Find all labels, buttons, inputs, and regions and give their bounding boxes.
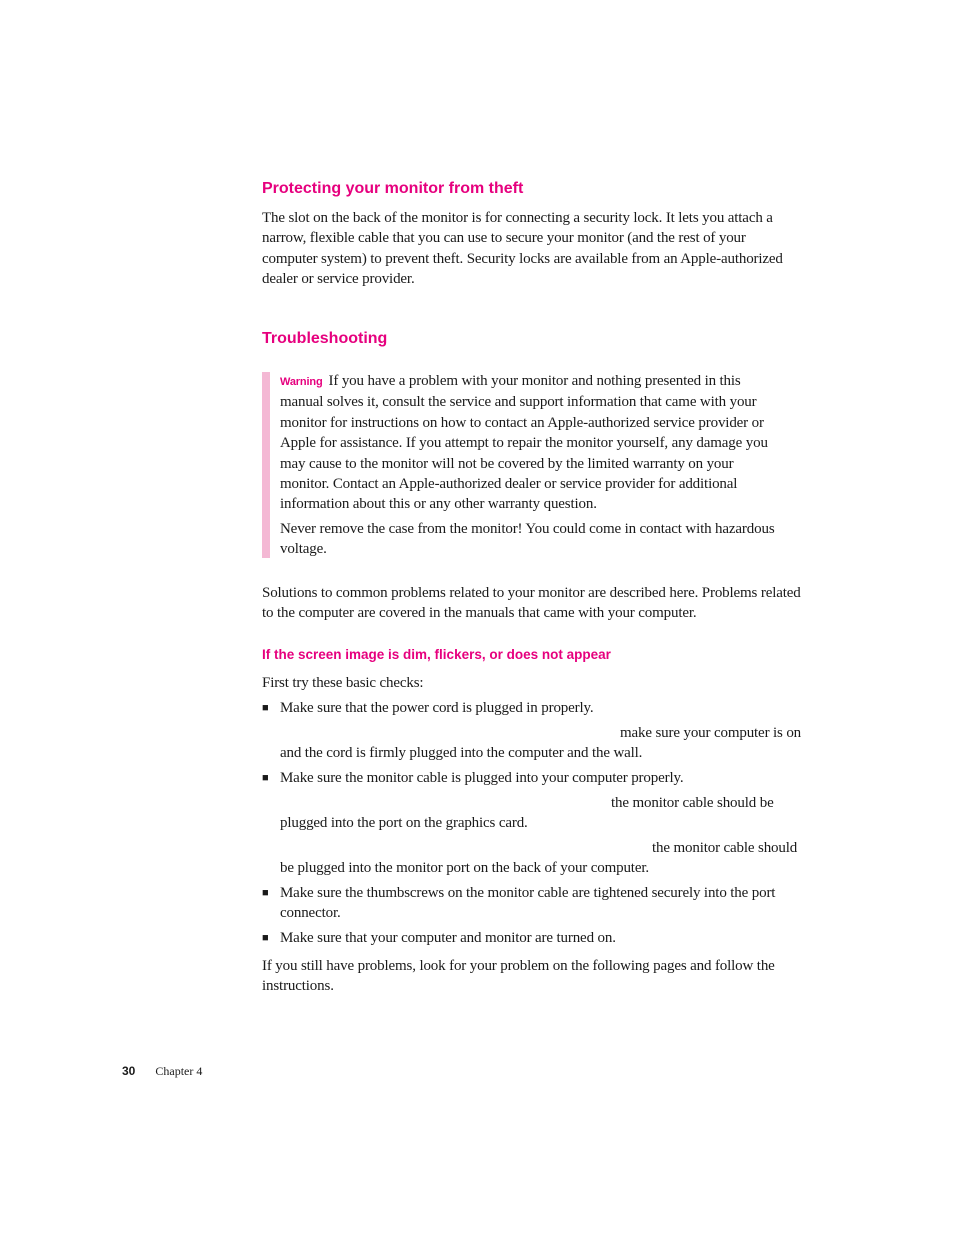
warning-text: If you have a problem with your monitor and nothing presented in this manual solves it, consult the service and support information that came with your monitor for instructions on how to contact an Apple-authorized service provider or Apple for assistance. If you attempt to repair the monitor yourself, any damage you may cause to the monitor will not be covered by the limited warranty on your monitor. Contact an Apple-authorized dealer or service provider for additional information about this or any other warranty question.: [280, 373, 768, 513]
troubleshooting-intro: Solutions to common problems related to your monitor are described here. Problems related to the computer are covered in the manuals that came with your computer.: [262, 585, 801, 622]
checks-lead: First try these basic checks:: [262, 675, 424, 691]
section-heading-screen-dim: If the screen image is dim, flickers, or does not appear: [262, 647, 611, 662]
list-item-sub: make sure your computer is on: [620, 725, 802, 741]
list-item-sub: be plugged into the monitor port on the back of your computer.: [280, 860, 649, 876]
warning-bar: [262, 372, 270, 558]
theft-paragraph: The slot on the back of the monitor is for connecting a security lock. It lets you attach a narrow, flexible cable that you can use to secure your monitor (and the rest of your computer system) to prevent theft. Security locks are available from an Apple-authorized dealer or service provider.: [262, 210, 783, 288]
list-item: connector.: [280, 905, 341, 921]
page-number: 30: [122, 1064, 136, 1078]
bullet-glyph: ■: [262, 772, 269, 784]
chapter-label: Chapter 4: [155, 1064, 203, 1078]
list-item: Make sure that the power cord is plugged in properly.: [280, 700, 594, 716]
list-item-sub: and the cord is firmly plugged into the computer and the wall.: [280, 745, 643, 761]
list-item-sub: the monitor cable should be: [611, 795, 774, 811]
closing-paragraph: If you still have problems, look for your problem on the following pages and follow the instructions.: [262, 958, 775, 995]
page-footer: [122, 1062, 202, 1080]
section-heading-theft: Protecting your monitor from theft: [262, 180, 524, 197]
warning-paragraph: [280, 371, 780, 515]
section-heading-troubleshooting: Troubleshooting: [262, 330, 388, 347]
list-item: Make sure the monitor cable is plugged into your computer properly.: [280, 770, 684, 786]
bullet-glyph: ■: [262, 702, 269, 714]
warning-label: Warning: [280, 376, 323, 388]
warning-paragraph-2: Never remove the case from the monitor! You could come in contact with hazardous voltage.: [280, 521, 775, 558]
bullet-glyph: ■: [262, 932, 269, 944]
bullet-glyph: ■: [262, 887, 269, 899]
list-item: Make sure the thumbscrews on the monitor cable are tightened securely into the port: [280, 885, 776, 901]
list-item: Make sure that your computer and monitor are turned on.: [280, 930, 616, 946]
list-item-sub: the monitor cable should: [652, 840, 798, 856]
list-item-sub: plugged into the port on the graphics card.: [280, 815, 528, 831]
